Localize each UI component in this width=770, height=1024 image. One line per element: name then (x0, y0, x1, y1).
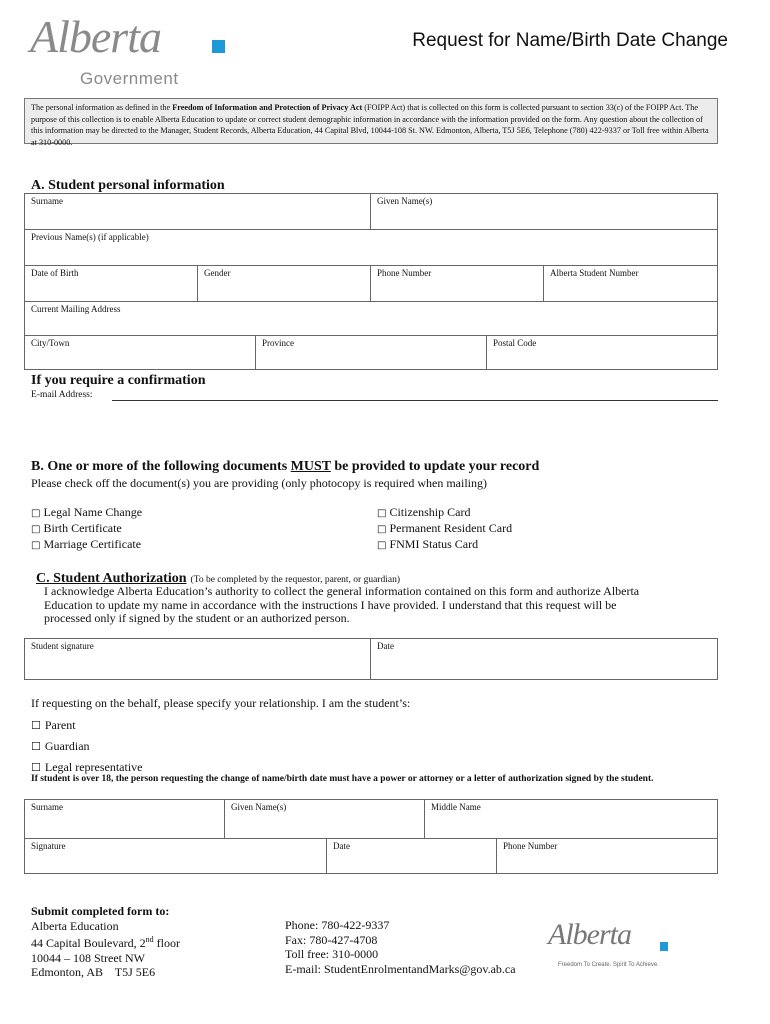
student-info-table (24, 193, 718, 370)
province-field[interactable] (256, 336, 487, 369)
phone-field[interactable] (371, 266, 544, 302)
doc-label: Permanent Resident Card (389, 521, 513, 535)
email-label: E-mail Address: (31, 390, 93, 400)
checkbox-icon[interactable]: □ (377, 540, 387, 551)
requestor-surname-field[interactable] (25, 800, 225, 839)
requestor-signature-field[interactable] (25, 839, 327, 873)
doc-marriage-certificate[interactable] (31, 537, 142, 553)
footer-logo-blue-square-icon (660, 942, 668, 951)
option-parent[interactable] (31, 715, 143, 736)
requestor-surname-label: Surname (31, 802, 63, 812)
checkbox-icon[interactable]: □ (31, 524, 41, 535)
option-label: Legal representative (44, 760, 143, 774)
footer-logo-wordmark: Alberta (548, 918, 631, 951)
checkbox-icon[interactable]: □ (31, 508, 41, 519)
signature-date-label: Date (377, 641, 394, 651)
relationship-options (31, 715, 143, 778)
doc-label: Birth Certificate (43, 521, 122, 535)
option-label: Parent (44, 718, 76, 732)
requestor-date-label: Date (333, 841, 350, 851)
province-label: Province (262, 338, 294, 348)
requestor-middle-name-label: Middle Name (431, 802, 481, 812)
requestor-date-field[interactable] (327, 839, 497, 873)
relationship-prompt: If requesting on the behalf, please specify your relationship. I am the student’s: (31, 696, 411, 710)
signature-date-field[interactable] (371, 639, 717, 679)
previous-names-label: Previous Name(s) (if applicable) (31, 232, 149, 242)
doc-label: FNMI Status Card (389, 537, 479, 551)
checkbox-icon[interactable]: ☐ (31, 719, 41, 732)
section-a-heading: A. Student personal information (31, 178, 225, 193)
doc-legal-name-change[interactable] (31, 505, 142, 521)
dob-field[interactable] (25, 266, 198, 302)
gender-field[interactable] (198, 266, 371, 302)
section-b-heading (31, 459, 539, 475)
surname-field[interactable] (25, 194, 371, 230)
submit-contacts (285, 918, 516, 976)
doc-citizenship-card[interactable] (377, 505, 512, 521)
dob-label: Date of Birth (31, 268, 79, 278)
address-line-2-sup: nd (145, 935, 154, 944)
submit-address (31, 904, 180, 980)
phone-label: Phone Number (377, 268, 432, 278)
checkbox-icon[interactable]: ☐ (31, 740, 41, 753)
documents-left-list (31, 505, 142, 553)
doc-label: Citizenship Card (389, 505, 471, 519)
doc-birth-certificate[interactable] (31, 521, 142, 537)
address-line-1: Alberta Education (31, 918, 119, 933)
submit-heading: Submit completed form to: (31, 904, 170, 918)
alberta-logo (30, 8, 230, 88)
address-line-3: 10044 – 108 Street NW (31, 950, 145, 965)
requestor-signature-label: Signature (31, 841, 66, 851)
section-b-heading-pre: B. One or more of the following documents (31, 459, 291, 474)
city-label: City/Town (31, 338, 70, 348)
requestor-given-names-field[interactable] (225, 800, 425, 839)
over-18-note: If student is over 18, the person requesting the change of name/birth date must have a power or attorney or a letter of authorization signed by the student. (31, 774, 654, 784)
postal-code-field[interactable] (487, 336, 717, 369)
requestor-phone-field[interactable] (497, 839, 717, 873)
student-signature-label: Student signature (31, 641, 94, 651)
doc-permanent-resident-card[interactable] (377, 521, 512, 537)
footer-alberta-logo (548, 918, 678, 978)
section-b-instruction: Please check off the document(s) you are providing (only photocopy is required when mailing) (31, 476, 487, 490)
logo-government: Government (80, 69, 179, 88)
documents-right-list (377, 505, 512, 553)
notice-text-1: The personal information as defined in the (31, 103, 173, 112)
ack-line-1: I acknowledge Alberta Education’s authority to collect the general information contained on this form and authorize Alberta (44, 584, 640, 598)
checkbox-icon[interactable]: □ (377, 508, 387, 519)
student-signature-field[interactable] (25, 639, 371, 679)
contact-email[interactable]: E-mail: StudentEnrolmentandMarks@gov.ab.ca (285, 961, 516, 976)
given-names-label: Given Name(s) (377, 196, 433, 206)
logo-wordmark: Alberta (30, 11, 161, 62)
section-c-note: (To be completed by the requestor, parent, or guardian) (190, 575, 400, 585)
footer-logo-tagline: Freedom To Create. Spirit To Achieve. (558, 962, 659, 968)
doc-label: Marriage Certificate (43, 537, 142, 551)
logo-blue-square-icon (212, 40, 225, 53)
given-names-field[interactable] (371, 194, 717, 230)
checkbox-icon[interactable]: □ (377, 524, 387, 535)
section-c-heading: C. Student Authorization (36, 571, 187, 586)
confirmation-heading: If you require a confirmation (31, 373, 206, 388)
acknowledgement-text (44, 585, 639, 626)
section-b-heading-post: be provided to update your record (330, 459, 540, 474)
contact-phone: Phone: 780-422-9337 (285, 918, 390, 932)
page-title: Request for Name/Birth Date Change (412, 30, 728, 51)
section-b-must: MUST (290, 459, 331, 474)
gender-label: Gender (204, 268, 231, 278)
email-input-line[interactable] (112, 400, 718, 401)
surname-label: Surname (31, 196, 63, 206)
ack-line-2: Education to update my name in accordance with the instructions I have provided. I understand that this request will be (44, 597, 617, 612)
address-line-2-post: floor (153, 936, 180, 950)
contact-tollfree: Toll free: 310-0000 (285, 947, 379, 961)
doc-label: Legal Name Change (43, 505, 143, 519)
address-field[interactable] (25, 302, 717, 336)
address-line-4: Edmonton, AB T5J 5E6 (31, 965, 156, 979)
notice-act-name: Freedom of Information and Protection of Privacy Act (172, 103, 363, 112)
address-line-2 (31, 933, 180, 951)
previous-names-field[interactable] (25, 230, 717, 266)
checkbox-icon[interactable]: □ (31, 540, 41, 551)
ack-line-3: processed only if signed by the student or an authorized person. (44, 611, 350, 625)
requestor-table (24, 799, 718, 874)
checkbox-icon[interactable]: ☐ (31, 761, 41, 774)
address-line-2-pre: 44 Capital Boulevard, 2 (31, 936, 146, 950)
option-label: Guardian (44, 739, 90, 753)
postal-code-label: Postal Code (493, 338, 537, 348)
doc-fnmi-status-card[interactable] (377, 537, 512, 553)
requestor-given-names-label: Given Name(s) (231, 802, 287, 812)
asn-label: Alberta Student Number (550, 268, 639, 278)
address-label: Current Mailing Address (31, 304, 121, 314)
contact-fax: Fax: 780-427-4708 (285, 932, 378, 947)
asn-field[interactable] (544, 266, 717, 302)
notice-text-2: (FOIPP Act) that is collected on this form is collected pursuant to section 33(c) of the FOIPP Act. The purpose of this collection is to enable Alberta Education to update or correct student demographic information in accordance with the information provided on the form. Any question about the collection of this information may be directed to the Manager, Student Records, Alberta Education, 44 Capital Blvd, 10044-108 St. NW. Edmonton, Alberta, T5J 5E6, Telephone (780) 422-9337 or Toll free within Alberta at 310-0000. (31, 103, 709, 147)
requestor-middle-name-field[interactable] (425, 800, 717, 839)
city-field[interactable] (25, 336, 256, 369)
privacy-notice (24, 98, 718, 147)
signature-table (24, 638, 718, 680)
option-guardian[interactable] (31, 736, 143, 757)
requestor-phone-label: Phone Number (503, 841, 558, 851)
